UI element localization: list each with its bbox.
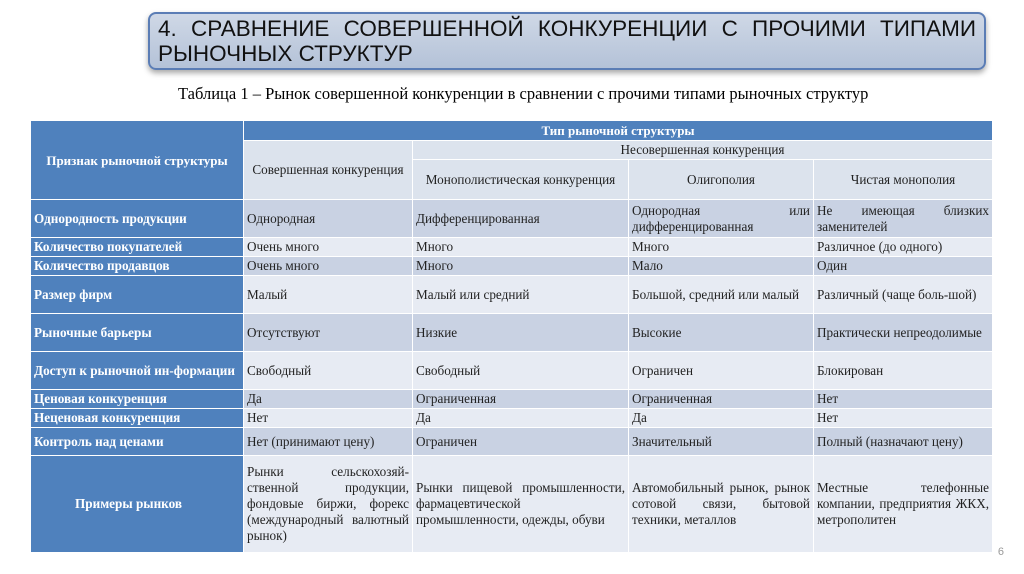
- table-cell: Да: [413, 409, 629, 428]
- table-cell: Высокие: [629, 314, 814, 352]
- table-cell: Много: [413, 238, 629, 257]
- table-cell: Нет: [814, 390, 993, 409]
- table-cell: Нет: [814, 409, 993, 428]
- table-cell: Значительный: [629, 428, 814, 456]
- table-row: [31, 200, 993, 238]
- row-header: Количество продавцов: [31, 257, 244, 276]
- table-cell: Рынки сельскохозяй-ственной продукции, фондовые биржи, форекс (международный валютный рынок): [244, 456, 413, 553]
- row-header: Рыночные барьеры: [31, 314, 244, 352]
- table-cell: Не имеющая близких заменителей: [814, 200, 993, 238]
- table-row: [31, 314, 993, 352]
- page-number: 6: [997, 546, 1004, 558]
- row-header: Ценовая конкуренция: [31, 390, 244, 409]
- table-cell: Отсутствуют: [244, 314, 413, 352]
- table-cell: Нет (принимают цену): [244, 428, 413, 456]
- table-cell: Низкие: [413, 314, 629, 352]
- table-cell: Ограниченная: [629, 390, 814, 409]
- table-row: [31, 352, 993, 390]
- row-header: Количество покупателей: [31, 238, 244, 257]
- row-header: Доступ к рыночной ин-формации: [31, 352, 244, 390]
- table-cell: Дифференцированная: [413, 200, 629, 238]
- table-cell: Различный (чаще боль-шой): [814, 276, 993, 314]
- header-monopoly: Чистая монополия: [814, 160, 993, 200]
- table-row: [31, 257, 993, 276]
- table-cell: Блокирован: [814, 352, 993, 390]
- table-cell: Различное (до одного): [814, 238, 993, 257]
- table-cell: Малый или средний: [413, 276, 629, 314]
- row-header: Неценовая конкуренция: [31, 409, 244, 428]
- table-cell: Ограничен: [629, 352, 814, 390]
- table-row: [31, 456, 993, 553]
- table-row: [31, 409, 993, 428]
- table-row: [31, 428, 993, 456]
- header-oligopoly: Олигополия: [629, 160, 814, 200]
- table-cell: Ограниченная: [413, 390, 629, 409]
- table-cell: Да: [244, 390, 413, 409]
- table-cell: Мало: [629, 257, 814, 276]
- row-header: Размер фирм: [31, 276, 244, 314]
- table-cell: Очень много: [244, 257, 413, 276]
- table-cell: Рынки пищевой промышленности, фармацевтической промышленности, одежды, обуви: [413, 456, 629, 553]
- table-cell: Малый: [244, 276, 413, 314]
- table-cell: Один: [814, 257, 993, 276]
- table-cell: Свободный: [413, 352, 629, 390]
- slide-title: 4. СРАВНЕНИЕ СОВЕРШЕННОЙ КОНКУРЕНЦИИ С ПРОЧИМИ ТИПАМИ РЫНОЧНЫХ СТРУКТУР: [148, 12, 986, 70]
- table-cell: Много: [629, 238, 814, 257]
- header-perfect: Совершенная конкуренция: [244, 141, 413, 200]
- header-imperfect: Несовершенная конкуренция: [413, 141, 993, 160]
- table-row: [31, 276, 993, 314]
- table-row: [31, 390, 993, 409]
- row-header: Примеры рынков: [31, 456, 244, 553]
- table-cell: Да: [629, 409, 814, 428]
- row-header: Однородность продукции: [31, 200, 244, 238]
- table-caption: Таблица 1 – Рынок совершенной конкуренции в сравнении с прочими типами рыночных структур: [178, 84, 869, 103]
- table-cell: Однородная: [244, 200, 413, 238]
- table-cell: Однородная или дифференцированная: [629, 200, 814, 238]
- table-cell: Местные телефонные компании, предприятия ЖКХ, метрополитен: [814, 456, 993, 553]
- table-cell: Очень много: [244, 238, 413, 257]
- header-monopolistic: Монополистическая конкуренция: [413, 160, 629, 200]
- table-cell: Много: [413, 257, 629, 276]
- table-cell: Практически непреодолимые: [814, 314, 993, 352]
- table-cell: Нет: [244, 409, 413, 428]
- comparison-table: [30, 120, 993, 553]
- table-cell: Автомобильный рынок, рынок сотовой связи, бытовой техники, металлов: [629, 456, 814, 553]
- table-cell: Свободный: [244, 352, 413, 390]
- table-row: [31, 238, 993, 257]
- table-cell: Полный (назначают цену): [814, 428, 993, 456]
- row-header: Контроль над ценами: [31, 428, 244, 456]
- header-market-type: Тип рыночной структуры: [244, 121, 993, 141]
- header-feature: Признак рыночной структуры: [31, 121, 244, 200]
- table-cell: Большой, средний или малый: [629, 276, 814, 314]
- table-cell: Ограничен: [413, 428, 629, 456]
